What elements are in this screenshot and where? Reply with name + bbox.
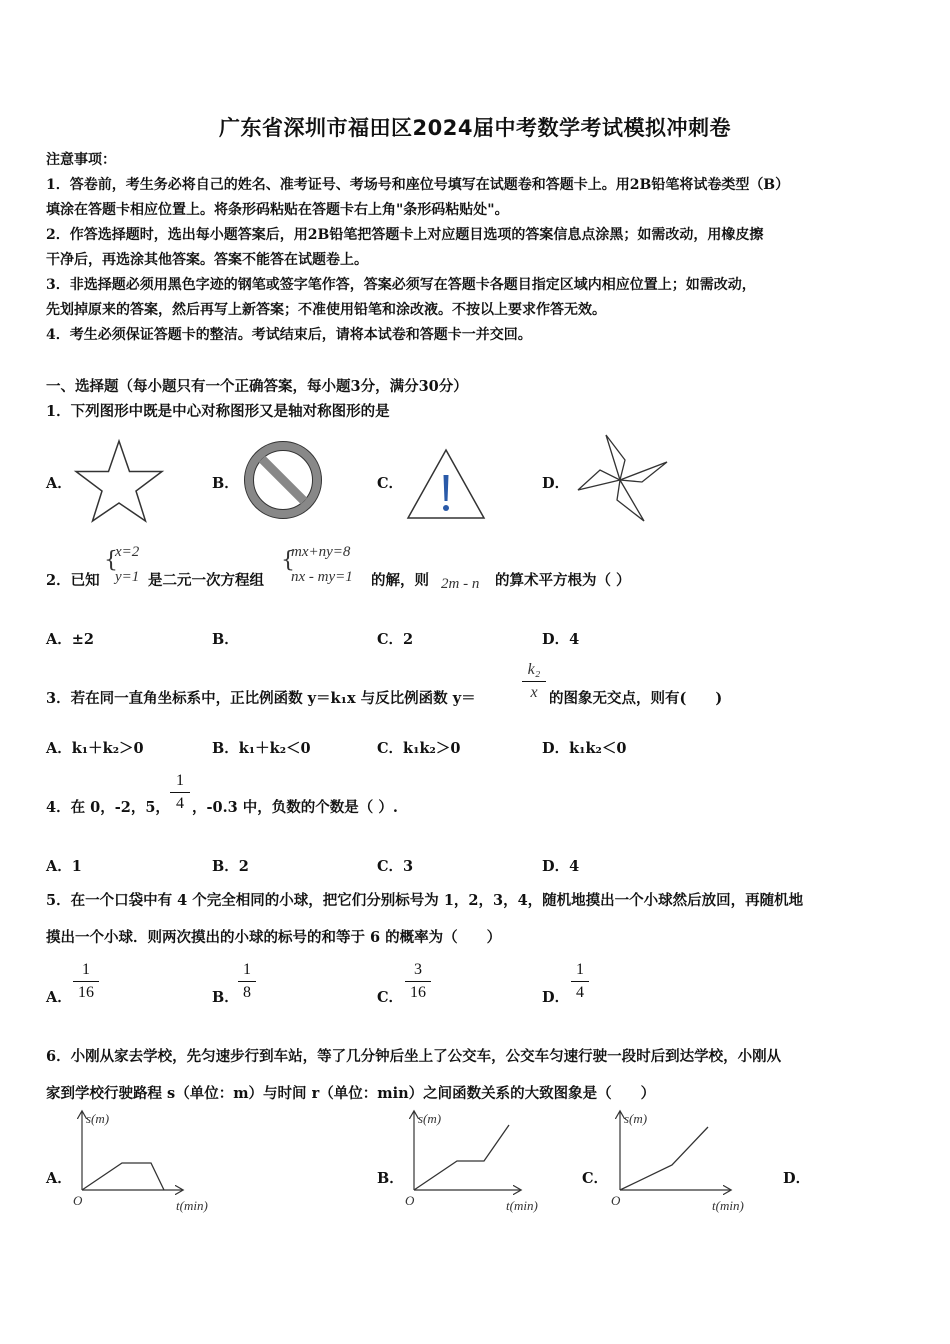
notice-item-3-line-2: 先划掉原来的答案，然后再写上新答案；不准使用铅笔和涂改液。不按以上要求作答无效。 — [46, 302, 606, 318]
pinwheel-figure — [570, 432, 670, 524]
graph-c-y-label: s(m) — [624, 1111, 648, 1126]
q2-option-a: A．±2 — [46, 631, 94, 648]
graph-a-origin: O — [73, 1193, 83, 1208]
q5-option-a-label: A． — [46, 989, 72, 1006]
q5-option-c-label: C． — [377, 989, 404, 1006]
q3-option-b: B．k₁＋k₂＜0 — [212, 740, 311, 757]
graph-b-y-label: s(m) — [418, 1111, 442, 1126]
q3-fraction-bar — [522, 681, 546, 682]
q4-option-a: A．1 — [46, 858, 82, 875]
q3-option-a: A．k₁＋k₂＞0 — [46, 740, 144, 757]
q4-stem-start: 4．在 0，-2，5， — [46, 799, 170, 816]
q5-option-b-label: B． — [212, 989, 239, 1006]
q5-option-d-fraction — [571, 960, 589, 1003]
q5-option-a-denominator: 16 — [78, 984, 94, 1001]
q4-fraction-numerator: 1 — [176, 772, 184, 789]
q1-stem: 1．下列图形中既是中心对称图形又是轴对称图形的是 — [46, 403, 390, 420]
q5-option-d-numerator: 1 — [576, 961, 584, 978]
q5-option-b-numerator: 1 — [243, 961, 251, 978]
q5-option-b-bar — [238, 981, 256, 982]
q2-expression: 2m - n — [441, 576, 480, 592]
q4-option-c: C．3 — [377, 858, 414, 875]
q1-option-b-label: B． — [212, 475, 239, 492]
graph-c-line — [620, 1127, 708, 1190]
star-figure — [73, 438, 165, 524]
q2-system1-top: x=2 — [115, 544, 140, 560]
q3-option-c: C．k₁k₂＞0 — [377, 740, 461, 757]
q6-stem-line-2: 家到学校行驶路程 s（单位：m）与时间 r（单位：min）之间函数关系的大致图象是（ ） — [46, 1085, 656, 1102]
q4-stem-end: ，-0.3 中，负数的个数是（ ）. — [192, 799, 398, 816]
q2-system2-bottom: nx - my=1 — [291, 569, 353, 585]
notice-item-4: 4．考生必须保证答题卡的整洁。考试结束后，请将本试卷和答题卡一并交回。 — [46, 327, 532, 343]
q2-option-b: B． — [212, 631, 239, 648]
q4-fraction-denominator: 4 — [176, 795, 184, 812]
q6-stem-line-1: 6．小刚从家去学校，先匀速步行到车站，等了几分钟后坐上了公交车，公交车匀速行驶一段时后到达学校，小刚从 — [46, 1048, 782, 1065]
page-title: 广东省深圳市福田区2024届中考数学考试模拟冲刺卷 — [219, 116, 731, 140]
notice-item-1-line-1: 1．答卷前，考生务必将自己的姓名、准考证号、考场号和座位号填写在试题卷和答题卡上。用2B铅笔将试卷类型（B） — [46, 177, 790, 193]
q5-option-b-fraction — [238, 960, 256, 1003]
q3-fraction-denominator: x — [530, 684, 538, 701]
q1-option-d-label: D． — [542, 475, 570, 492]
q4-option-b: B．2 — [212, 858, 249, 875]
q3-fraction-numerator: k₂ — [527, 661, 541, 678]
q6-option-b-label: B． — [377, 1170, 404, 1187]
q6-option-d-label: D． — [783, 1170, 811, 1187]
q5-option-c-numerator: 3 — [414, 961, 422, 978]
q5-stem-line-2: 摸出一个小球．则两次摸出的小球的标号的和等于 6 的概率为（ ） — [46, 929, 502, 946]
graph-a-x-label: t(min) — [176, 1198, 208, 1213]
graph-b-origin: O — [405, 1193, 415, 1208]
notice-item-2-line-2: 干净后，再选涂其他答案。答案不能答在试题卷上。 — [46, 252, 368, 268]
graph-a — [70, 1106, 222, 1216]
q5-stem-line-1: 5．在一个口袋中有 4 个完全相同的小球，把它们分别标号为 1，2，3，4，随机地摸出一个小球然后放回，再随机地 — [46, 892, 804, 909]
q5-option-d-bar — [571, 981, 589, 982]
q5-option-c-bar — [405, 981, 431, 982]
q5-option-b-denominator: 8 — [243, 984, 251, 1001]
q6-option-c-label: C． — [582, 1170, 609, 1187]
q5-option-d-label: D． — [542, 989, 570, 1006]
q4-fraction-bar — [170, 792, 190, 793]
graph-c — [608, 1106, 760, 1216]
notice-item-1-line-2: 填涂在答题卡相应位置上。将条形码粘贴在答题卡右上角"条形码粘贴处"。 — [46, 202, 509, 218]
notice-item-2-line-1: 2．作答选择题时，选出每小题答案后，用2B铅笔把答题卡上对应题目选项的答案信息点涂黑；如需改动，用橡皮擦 — [46, 227, 764, 243]
q5-option-c-denominator: 16 — [410, 984, 426, 1001]
graph-a-line — [82, 1163, 164, 1190]
q1-option-c-label: C． — [377, 475, 404, 492]
q2-option-c: C．2 — [377, 631, 414, 648]
q2-mid-text: 是二元一次方程组 — [148, 572, 264, 589]
q5-option-c-fraction — [405, 960, 431, 1003]
q2-system1-bottom: y=1 — [115, 569, 140, 585]
section-heading: 一、选择题（每小题只有一个正确答案，每小题3分，满分30分） — [46, 378, 468, 395]
graph-b-x-label: t(min) — [506, 1198, 538, 1213]
notice-item-3-line-1: 3．非选择题必须用黑色字迹的钢笔或签字笔作答，答案必须写在答题卡各题目指定区域内相应位置上；如需改动， — [46, 277, 756, 293]
q2-brace-1: { — [104, 548, 118, 573]
q2-system2-top: mx+ny=8 — [291, 544, 351, 560]
graph-a-y-label: s(m) — [86, 1111, 110, 1126]
q4-fraction — [170, 771, 190, 814]
q4-option-d: D．4 — [542, 858, 580, 875]
q5-option-a-numerator: 1 — [82, 961, 90, 978]
q5-option-a-bar — [73, 981, 99, 982]
warning-triangle-figure — [405, 447, 487, 521]
q3-option-d: D．k₁k₂＜0 — [542, 740, 627, 757]
q2-brace-2: { — [281, 548, 295, 573]
q5-option-a-fraction — [73, 960, 99, 1003]
q5-option-d-denominator: 4 — [576, 984, 584, 1001]
graph-c-x-label: t(min) — [712, 1198, 744, 1213]
q2-mid2-text: 的解，则 — [371, 572, 429, 589]
q6-option-a-label: A． — [46, 1170, 72, 1187]
q3-fraction — [522, 660, 546, 703]
q3-stem-end: 的图象无交点，则有( ) — [549, 690, 723, 707]
graph-b — [402, 1106, 554, 1216]
notice-heading: 注意事项： — [46, 152, 116, 168]
prohibition-sign-figure — [243, 440, 323, 520]
q2-prefix: 2．已知 — [46, 572, 100, 589]
q2-suffix: 的算术平方根为（ ） — [495, 572, 631, 589]
q1-option-a-label: A． — [46, 475, 72, 492]
q2-option-d: D．4 — [542, 631, 580, 648]
graph-b-line — [414, 1125, 509, 1190]
graph-c-origin: O — [611, 1193, 621, 1208]
q3-stem-start: 3．若在同一直角坐标系中，正比例函数 y＝k₁x 与反比例函数 y＝ — [46, 690, 476, 707]
